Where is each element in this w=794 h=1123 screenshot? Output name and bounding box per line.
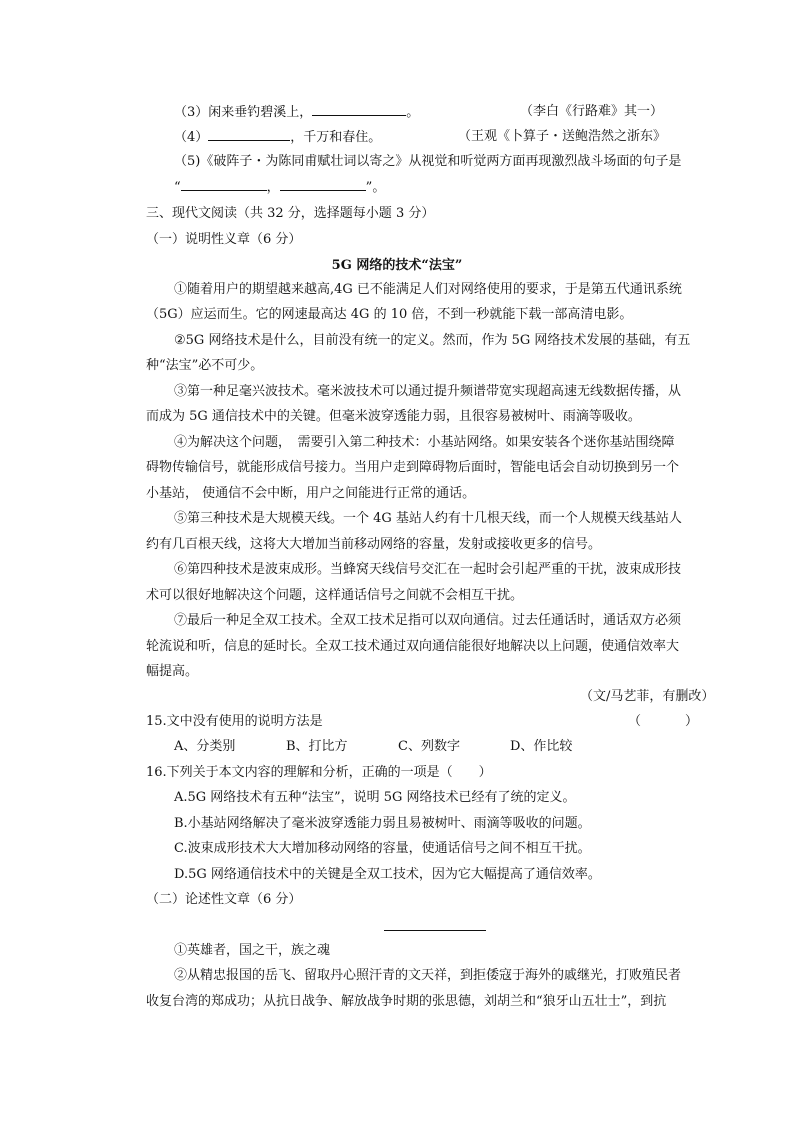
paragraph-line: ③第一种足毫兴波技术。毫米波技术可以通过提升频谱带宽实现超高速无线数据传播，从 — [174, 384, 682, 399]
title-blank-line — [384, 930, 486, 931]
answer-blank[interactable] — [312, 103, 406, 116]
question-3-prefix: （3）闲来垂钓碧溪上， — [174, 105, 313, 120]
question-5-answer-line — [174, 178, 385, 197]
paragraph-line: （5G）应运而生。它的网速最高达 4G 的 10 倍，不到一秒就能下载一部高清电影。 — [146, 307, 633, 322]
paragraph-line: 收复台湾的郑成功；从抗日战争、解放战争时期的张思德，刘胡兰和“狼牙山五壮士”，到抗 — [146, 994, 667, 1009]
option-b[interactable]: B.小基站网络解决了毫米波穿透能力弱且易被树叶、雨滴等吸收的问题。 — [174, 816, 591, 831]
paragraph-line: ⑤第三种技术是大规模天线。一个 4G 基站人约有十几根天线，而一个人规模天线基站人 — [174, 511, 682, 526]
paragraph-line: ⑦最后一种足全双工技术。全双工技术足指可以双向通信。过去任通话时，通话双方必须 — [174, 613, 682, 628]
paragraph-line: 幅提高。 — [146, 664, 199, 679]
quote-open: “ — [174, 180, 181, 195]
paragraph-line: 碍物传输信号，就能形成信号接力。当用户走到障碍物后面时，智能电话会自动切换到另一个 — [146, 460, 680, 475]
paragraph-line: 轮流说和听，信息的延时长。全双工技术通过双向通信能很好地解决以上问题，使通信效率大 — [146, 639, 680, 654]
answer-blank[interactable] — [181, 178, 267, 191]
paragraph-line: 而成为 5G 通信技术中的关键。但毫米波穿透能力弱，且很容易被树叶、雨滴等吸收。 — [146, 409, 641, 424]
question-4-line — [174, 128, 381, 147]
bracket-close: ） — [685, 714, 699, 729]
answer-bracket[interactable] — [628, 713, 698, 731]
paragraph-line: ②从精忠报国的岳飞、留取丹心照汗青的文天祥，到拒倭寇于海外的戚继光，打败殖民者 — [174, 968, 682, 983]
section-heading: 三、现代文阅读（共 32 分，选择题每小题 3 分） — [146, 206, 435, 221]
paragraph-line: ⑥第四种技术是波束成形。当蜂窝天线信号交汇在一起时会引起严重的干扰，波束成形技 — [174, 562, 682, 577]
bracket-open: （ — [628, 714, 642, 729]
paragraph-line: ①随着用户的期望越来越高,4G 已不能满足人们对网络使用的要求，于是第五代通讯系统 — [174, 282, 682, 297]
paragraph-line: ①英雄者，国之干，族之魂 — [174, 943, 331, 958]
question-4-suffix: ，千万和春住。 — [290, 130, 382, 145]
option-c[interactable]: C.波束成形技术大大增加移动网络的容量，使通话信号之间不相互干扰。 — [174, 841, 591, 856]
part-heading: （一）说明性义章（6 分） — [146, 232, 302, 247]
paragraph-line: 术可以很好地解决这个问题，这样通话信号之间就不会相互干扰。 — [146, 588, 524, 603]
paragraph-line: 种“法宝”必不可少。 — [146, 358, 264, 373]
answer-blank[interactable] — [280, 178, 366, 191]
option-c[interactable]: C、列数字 — [398, 739, 460, 754]
answer-blank[interactable] — [208, 128, 290, 141]
paragraph-line: ②5G 网络技术是什么，目前没有统一的定义。然而，作为 5G 网络技术发展的基础，有五 — [174, 333, 691, 348]
question-3-line — [174, 103, 419, 122]
question-15-stem: 15.文中没有使用的说明方法是 — [146, 714, 323, 729]
paragraph-line: 小基站， 使通信不会中断，用户之间能进行正常的通话。 — [146, 486, 476, 501]
quote-close: ”。 — [365, 180, 386, 195]
option-d[interactable]: D.5G 网络通信技术中的关键是全双工技术，因为它大幅提高了通信效率。 — [174, 867, 601, 882]
question-4-source: （王观《卜算子・送鲍浩然之浙东》 — [458, 129, 667, 144]
question-5-text: （5)《破阵子・为陈同甫赋壮词以寄之》从视觉和听觉两方面再现激烈战斗场面的句子是 — [174, 154, 682, 169]
option-a[interactable]: A、分类别 — [174, 739, 236, 754]
paragraph-line: 约有几百根天线，这将大大增加当前移动网络的容量，发射或接收更多的信号。 — [146, 537, 602, 552]
question-3-source: （李白《行路难》其一） — [520, 104, 664, 119]
part-heading: （二）论述性文章（6 分） — [146, 892, 302, 907]
option-a[interactable]: A.5G 网络技术有五种“法宝”，说明 5G 网络技术已经有了统的定义。 — [174, 790, 576, 805]
paragraph-line: ④为解决这个问题， 需要引入第二种技术：小基站网络。如果安装各个迷你基站围绕障 — [174, 435, 675, 450]
quote-separator: ， — [266, 180, 280, 195]
article-title: 5G 网络的技术“法宝” — [331, 258, 463, 273]
question-3-suffix: 。 — [406, 105, 420, 120]
question-16-stem: 16.下列关于本文内容的理解和分析，正确的一项是（ ） — [146, 765, 492, 780]
question-4-prefix: （4） — [174, 130, 209, 145]
article-source: （文/马艺菲，有删改） — [580, 689, 715, 704]
option-b[interactable]: B、打比方 — [286, 739, 348, 754]
option-d[interactable]: D、作比较 — [510, 739, 573, 754]
